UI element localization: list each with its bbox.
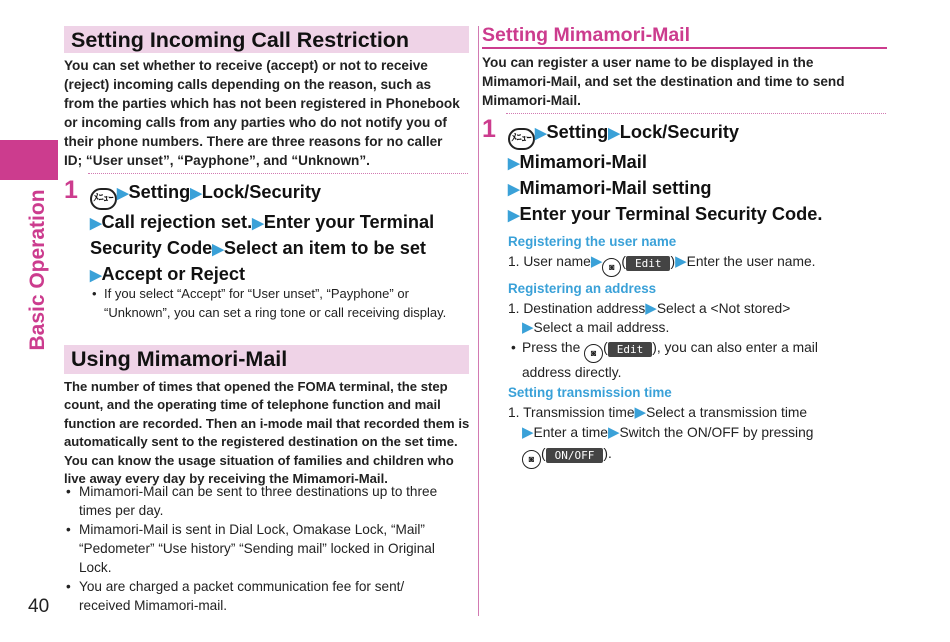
register-user-name-steps: 1. User name▶ ◙ ( Edit )▶Enter the user name. xyxy=(508,252,928,277)
arrow-icon: ▶ xyxy=(522,424,534,441)
right-intro-paragraph: You can register a user name to be displayed in the Mimamori-Mail, and set the destination and time to send Mimamori-Mail. xyxy=(482,55,845,108)
arrow-icon: ▶ xyxy=(90,267,102,284)
arrow-icon: ▶ xyxy=(634,404,647,421)
subheading-register-user-name: Registering the user name xyxy=(508,234,677,249)
arrow-icon: ▶ xyxy=(90,215,102,232)
section-tab xyxy=(0,140,58,180)
arrow-icon: ▶ xyxy=(522,319,534,336)
dotted-divider xyxy=(88,173,468,174)
arrow-icon: ▶ xyxy=(590,253,603,270)
arrow-icon: ▶ xyxy=(252,215,264,232)
menu-key-icon: ﾒﾆｭｰ xyxy=(508,128,535,150)
on-off-key: ON/OFF xyxy=(546,448,604,463)
mimamori-paragraph: The number of times that opened the FOMA terminal, the step count, and the operating time of telephone function and mail function are recorded. Then an i-mode mail that recorded them is automatically sent to the registered destination on the set time. You can know the usage situation of families and children who live away every day by receiving the Mimamori-Mail. xyxy=(64,379,470,487)
page-number: 40 xyxy=(28,596,50,617)
subheading-register-address: Registering an address xyxy=(508,281,657,296)
step-instructions: ﾒﾆｭｰ ▶Setting▶Lock/Security ▶Call rejection set.▶Enter your Terminal Security Code▶Select an item to be set ▶Accept or Reject xyxy=(90,182,435,284)
arrow-icon: ▶ xyxy=(608,125,620,142)
arrow-icon: ▶ xyxy=(508,207,520,224)
side-title: Basic Operation xyxy=(26,189,49,351)
heading-using-mimamori-mail: Using Mimamori-Mail xyxy=(64,345,469,374)
arrow-icon: ▶ xyxy=(508,181,520,198)
arrow-icon: ▶ xyxy=(645,300,657,317)
step-number: 1 xyxy=(482,115,496,143)
heading-setting-mimamori-mail: Setting Mimamori-Mail xyxy=(482,24,887,49)
arrow-icon: ▶ xyxy=(212,241,224,258)
arrow-icon: ▶ xyxy=(535,125,547,142)
arrow-icon: ▶ xyxy=(675,253,687,270)
transmission-time-steps: 1. Transmission time▶Select a transmission time ▶Enter a time▶Switch the ON/OFF by pressing ◙ ( ON/OFF ). xyxy=(508,403,928,469)
camera-key-icon: ◙ xyxy=(584,344,603,363)
arrow-icon: ▶ xyxy=(117,185,129,202)
edit-key: Edit xyxy=(626,256,671,271)
right-step-instructions: ﾒﾆｭｰ ▶Setting▶Lock/Security ▶Mimamori-Mail ▶Mimamori-Mail setting ▶Enter your Terminal Security Code. xyxy=(508,122,823,224)
list-item: • Mimamori-Mail is sent in Dial Lock, Omakase Lock, “Mail” “Pedometer” “Use history” “Sending mail” locked in Original Lock. xyxy=(66,522,435,575)
heading-incoming-call-restriction: Setting Incoming Call Restriction xyxy=(64,26,469,53)
camera-key-icon: ◙ xyxy=(522,450,541,469)
camera-key-icon: ◙ xyxy=(602,258,621,277)
arrow-icon: ▶ xyxy=(607,424,620,441)
subheading-transmission-time: Setting transmission time xyxy=(508,385,672,400)
arrow-icon: ▶ xyxy=(508,155,520,172)
menu-key-icon: ﾒﾆｭｰ xyxy=(90,188,117,210)
dotted-divider xyxy=(506,113,886,114)
list-item: • You are charged a packet communication fee for sent/ received Mimamori-mail. xyxy=(66,579,405,613)
arrow-icon: ▶ xyxy=(190,185,202,202)
step-number: 1 xyxy=(64,176,78,204)
edit-key: Edit xyxy=(608,342,653,357)
column-divider xyxy=(478,26,479,616)
step-note: • If you select “Accept” for “User unset”, “Payphone” or “Unknown”, you can set a ring tone or call receiving display. xyxy=(92,286,447,320)
register-address-steps: 1. Destination address▶Select a <Not stored> ▶Select a mail address. • Press the ◙ ( Edit ), you can also enter a mail address directly. xyxy=(508,300,818,380)
mimamori-bullets xyxy=(66,482,476,615)
list-item: • Mimamori-Mail can be sent to three destinations up to three times per day. xyxy=(66,484,438,518)
intro-paragraph: You can set whether to receive (accept) or not to receive (reject) incoming calls depending on the reason, such as from the parties which has not been registered in Phonebook or incoming calls from any parties who do not notify you of their phone numbers. There are three reasons for no caller ID; “User unset”, “Payphone”, and “Unknown”. xyxy=(64,58,460,168)
